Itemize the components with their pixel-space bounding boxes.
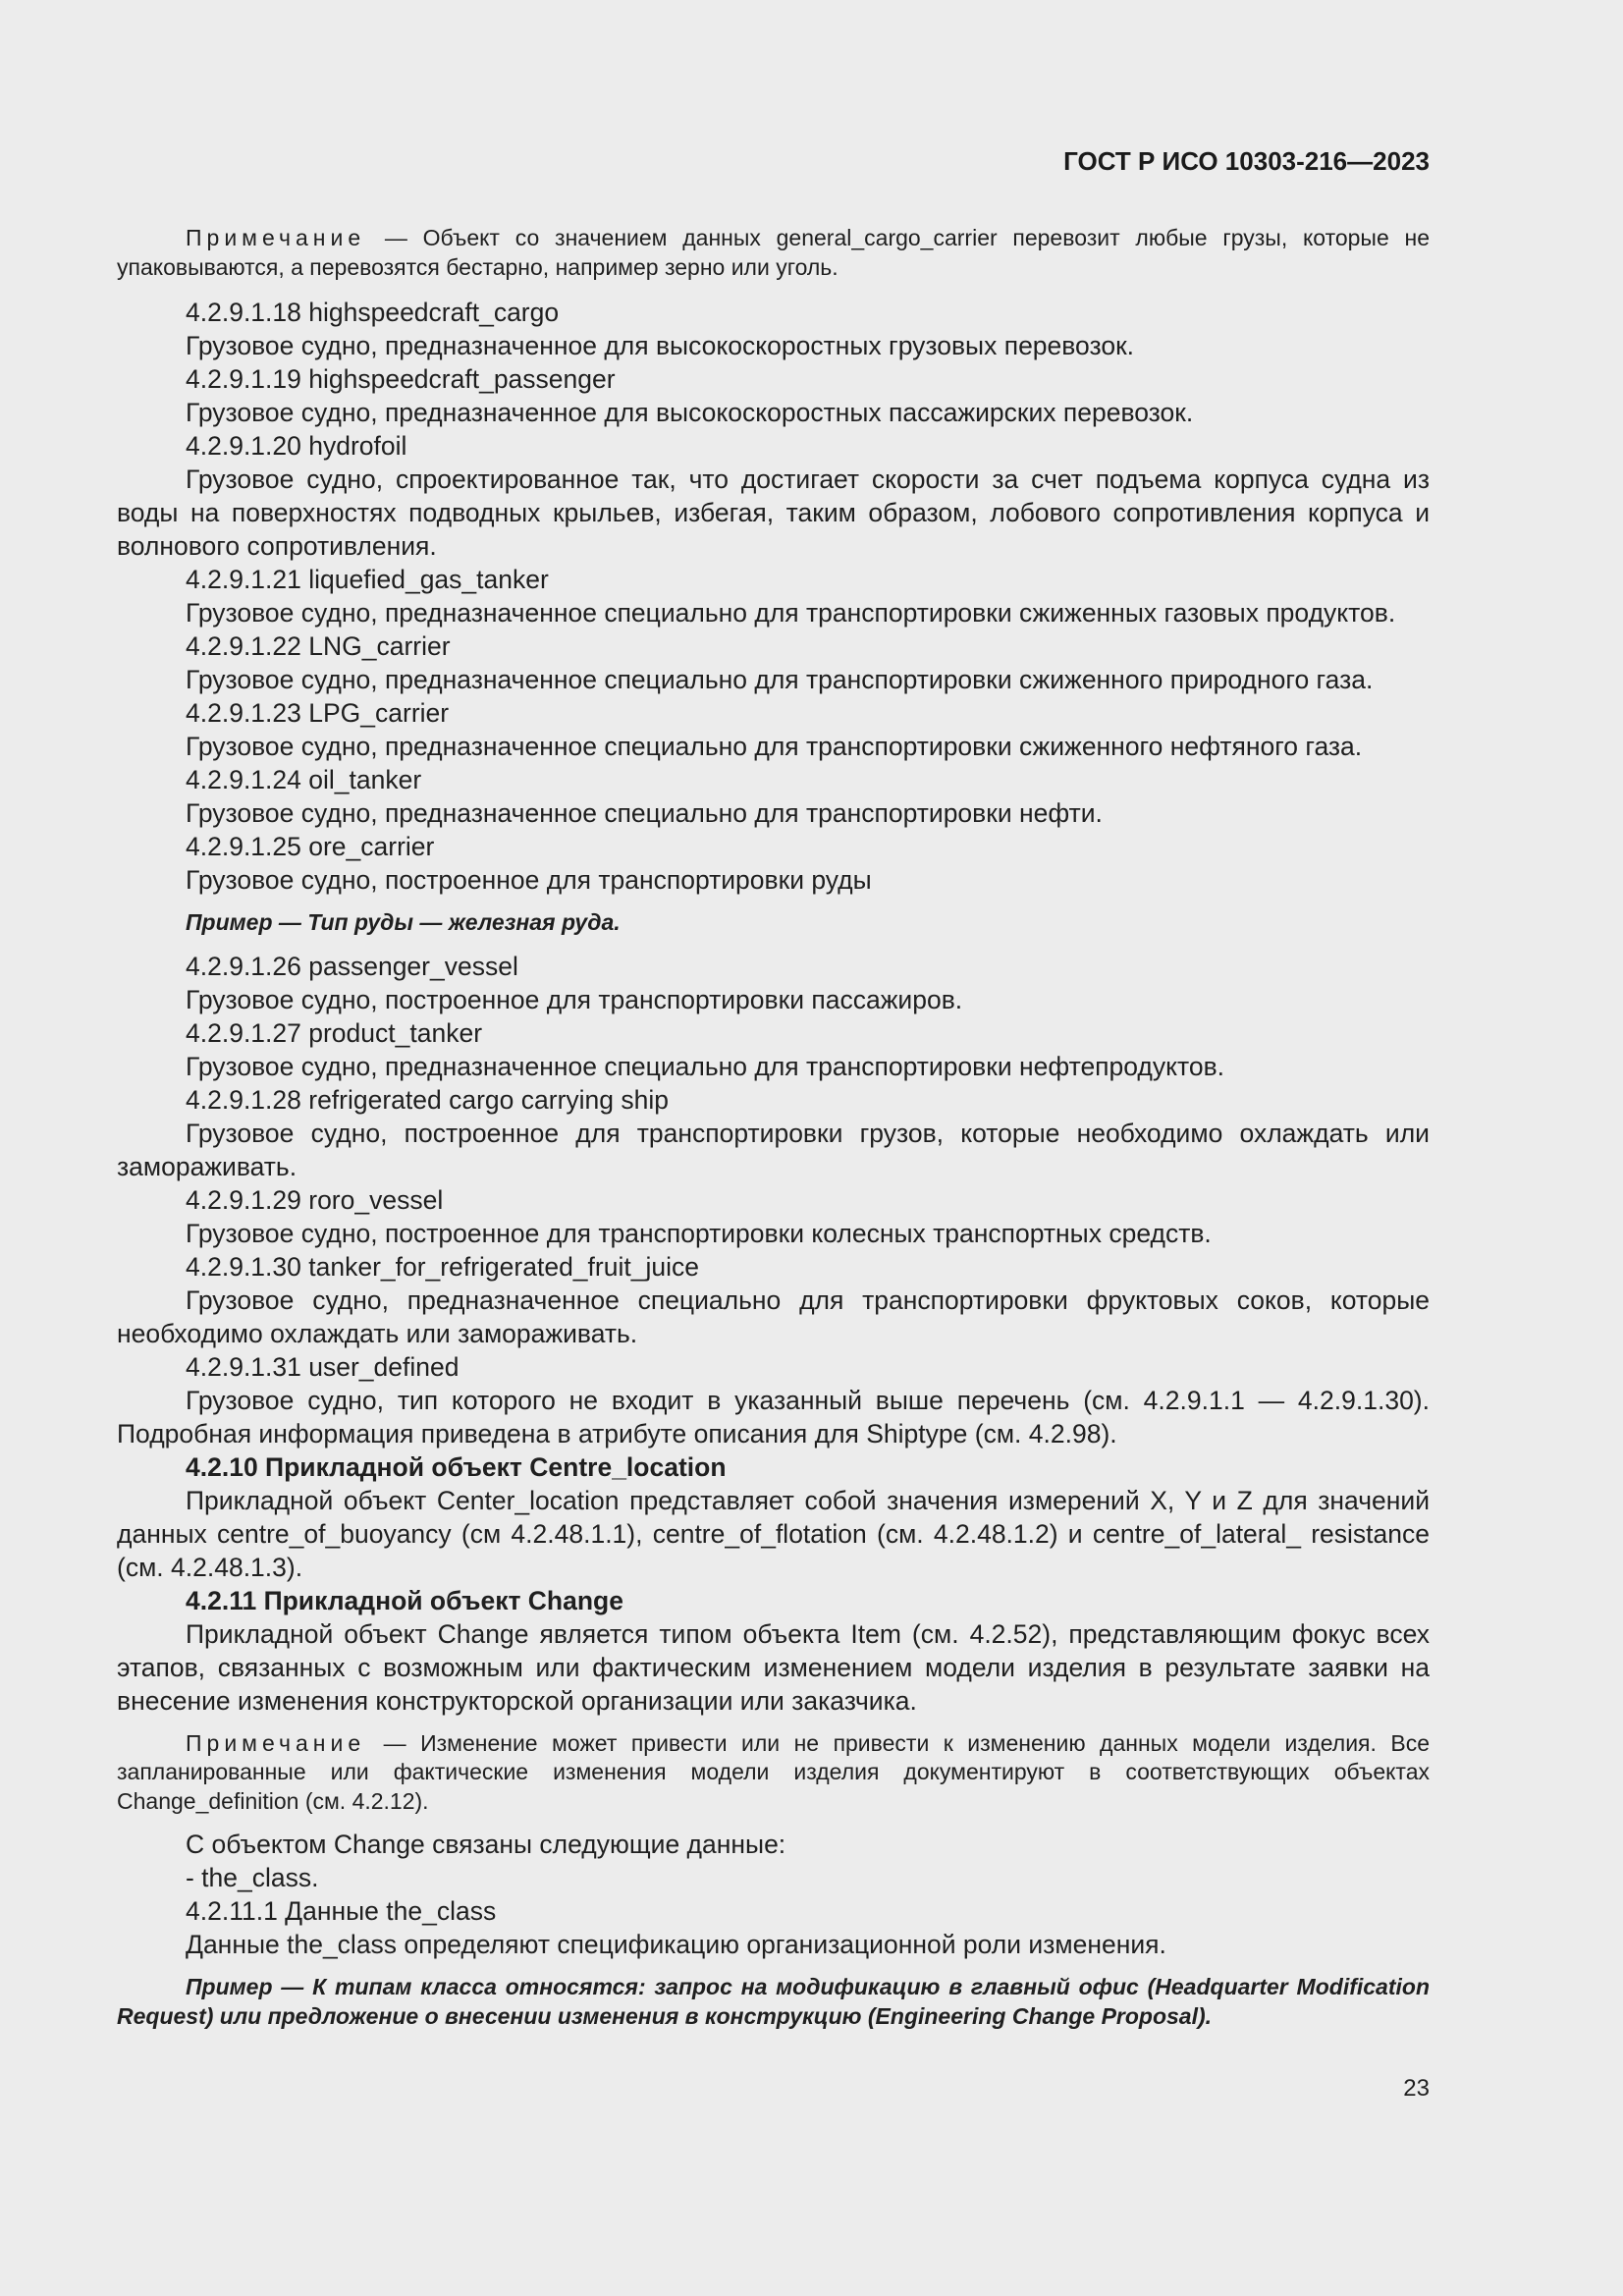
clause-heading: 4.2.9.1.20 hydrofoil — [186, 431, 407, 461]
example-class: Пример — К типам класса относятся: запрос на модификацию в главный офис (Headquarter Modification Request) или предложение о внесении изменения в конструкцию (Engineering Change Proposal). — [117, 1974, 1430, 2029]
clause-heading: 4.2.9.1.24 oil_tanker — [186, 765, 422, 794]
clause-text: С объектом Change связаны следующие данные: — [186, 1830, 786, 1859]
clause-text: Грузовое судно, построенное для транспортировки грузов, которые необходимо охлаждать или замораживать. — [117, 1118, 1430, 1181]
clause-text: Грузовое судно, построенное для транспортировки колесных транспортных средств. — [186, 1218, 1212, 1248]
clause-heading: 4.2.11.1 Данные the_class — [186, 1896, 497, 1926]
clause-heading: 4.2.9.1.19 highspeedcraft_passenger — [186, 364, 616, 394]
clause-text: Грузовое судно, предназначенное специально для транспортировки фруктовых соков, которые необходимо охлаждать или замораживать. — [117, 1285, 1430, 1348]
clause-text: Грузовое судно, построенное для транспортировки руды — [186, 865, 872, 895]
note-general-cargo — [117, 224, 1430, 282]
clause-heading: 4.2.9.1.21 liquefied_gas_tanker — [186, 565, 549, 594]
clause-text: Грузовое судно, построенное для транспортировки пассажиров. — [186, 984, 963, 1014]
note-text: — Изменение может привести или не привести к изменению данных модели изделия. Все запланированные или фактические изменения модели изделия документируют в соответствующих объектах Change_definition (см. 4.2.12). — [117, 1729, 1430, 1814]
section-block-1 — [117, 296, 1430, 897]
clause-heading: 4.2.9.1.26 passenger_vessel — [186, 951, 518, 981]
page-content — [117, 224, 1430, 2031]
section-block-3 — [117, 1828, 1430, 1961]
section-text-4211: Прикладной объект Change является типом объекта Item (см. 4.2.52), представляющим фокус всех этапов, связанных с возможным или фактическим изменением модели изделия в результате заявки на внесение изменения конструкторской организации или заказчика. — [117, 1618, 1430, 1716]
note-change — [117, 1729, 1430, 1817]
document-header: ГОСТ Р ИСО 10303-216—2023 — [1063, 146, 1430, 176]
clause-heading: 4.2.9.1.18 highspeedcraft_cargo — [186, 298, 560, 327]
section-block-2 — [117, 950, 1430, 1450]
clause-heading: 4.2.9.1.23 LPG_carrier — [186, 698, 450, 728]
clause-heading: 4.2.9.1.29 roro_vessel — [186, 1184, 444, 1215]
note-lead: Примечание — [186, 225, 366, 250]
clause-text: Грузовое судно, тип которого не входит в указанный выше перечень (см. 4.2.9.1.1 — 4.2.9.1.30). Подробная информация приведена в атрибуте описания для Shiptype (см. 4.2.98). — [117, 1385, 1430, 1449]
clause-heading: 4.2.9.1.22 LNG_carrier — [186, 631, 451, 661]
example-ore: Пример — Тип руды — железная руда. — [186, 909, 621, 935]
clause-heading: 4.2.9.1.25 ore_carrier — [186, 832, 435, 861]
section-heading-4211: 4.2.11 Прикладной объект Change — [186, 1585, 623, 1615]
clause-text: Грузовое судно, предназначенное для высокоскоростных грузовых перевозок. — [186, 331, 1135, 360]
clause-text: Грузовое судно, предназначенное специально для транспортировки сжиженных газовых продуктов. — [186, 598, 1396, 628]
clause-text: Грузовое судно, предназначенное специально для транспортировки нефтепродуктов. — [186, 1051, 1225, 1081]
clause-text: Грузовое судно, предназначенное специально для транспортировки сжиженного природного газа. — [186, 665, 1374, 694]
note-text: — Объект со значением данных general_cargo_carrier перевозит любые грузы, которые не упаковываются, а перевозятся бестарно, например зерно или уголь. — [117, 225, 1430, 280]
clause-text: Грузовое судно, спроектированное так, что достигает скорости за счет подъема корпуса судна из воды на поверхностях подводных крыльев, избегая, таким образом, лобового сопротивления корпуса и волнового сопротивления. — [117, 465, 1430, 561]
clause-heading: 4.2.9.1.30 tanker_for_refrigerated_fruit_juice — [186, 1251, 699, 1282]
page-number: 23 — [1403, 2075, 1430, 2102]
section-text-4210: Прикладной объект Center_location представляет собой значения измерений X, Y и Z для значений данных centre_of_buoyancy (см 4.2.48.1.1), centre_of_flotation (см. 4.2.48.1.2) и centre_of_lateral_ resistance (см. 4.2.48.1.3). — [117, 1485, 1430, 1582]
note-lead: Примечание — [186, 1729, 366, 1756]
clause-heading: 4.2.9.1.31 user_defined — [186, 1351, 460, 1382]
clause-text: Грузовое судно, предназначенное для высокоскоростных пассажирских перевозок. — [186, 398, 1194, 427]
clause-text: Грузовое судно, предназначенное специально для транспортировки сжиженного нефтяного газа. — [186, 732, 1363, 761]
list-item: - the_class. — [186, 1863, 319, 1892]
section-heading-4210: 4.2.10 Прикладной объект Centre_location — [186, 1451, 727, 1482]
clause-heading: 4.2.9.1.28 refrigerated cargo carrying ship — [186, 1084, 669, 1115]
clause-heading: 4.2.9.1.27 product_tanker — [186, 1017, 483, 1048]
clause-text: Данные the_class определяют спецификацию организационной роли изменения. — [186, 1930, 1166, 1959]
clause-text: Грузовое судно, предназначенное специально для транспортировки нефти. — [186, 798, 1103, 828]
